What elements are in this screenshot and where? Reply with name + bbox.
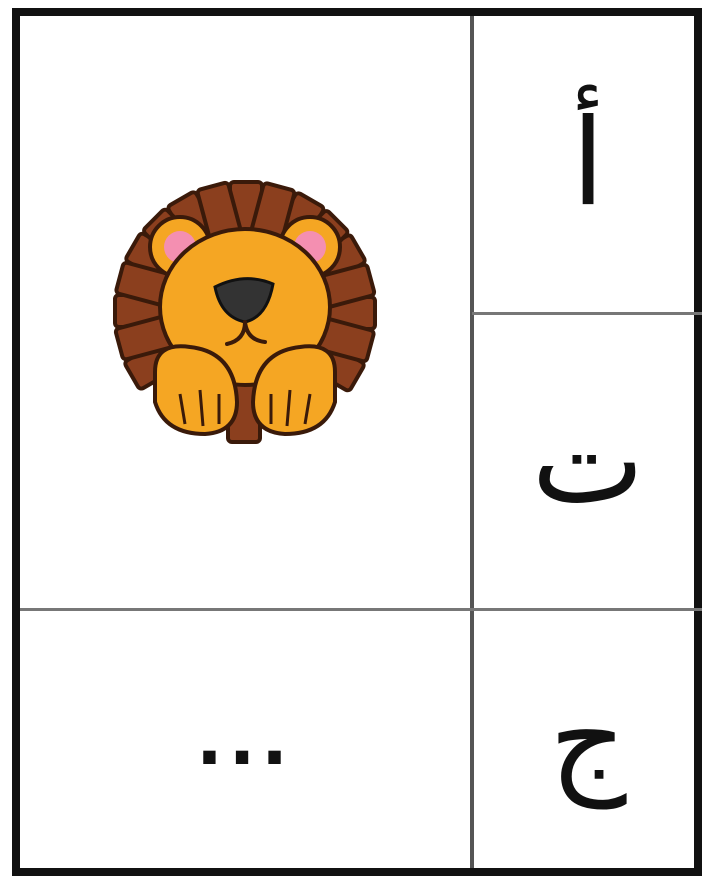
answer-cell — [20, 611, 470, 868]
letter-card — [12, 8, 702, 876]
letter-cell-top — [474, 16, 702, 312]
letter-cell-middle — [474, 315, 702, 608]
letter-ta: ت — [531, 391, 645, 531]
lion-face-icon — [95, 162, 395, 462]
letter-cell-bottom — [474, 611, 702, 868]
image-cell — [20, 16, 470, 608]
letter-jim: ج — [549, 669, 627, 809]
answer-placeholder: ... — [196, 698, 294, 781]
letter-alif: أ — [571, 94, 605, 233]
